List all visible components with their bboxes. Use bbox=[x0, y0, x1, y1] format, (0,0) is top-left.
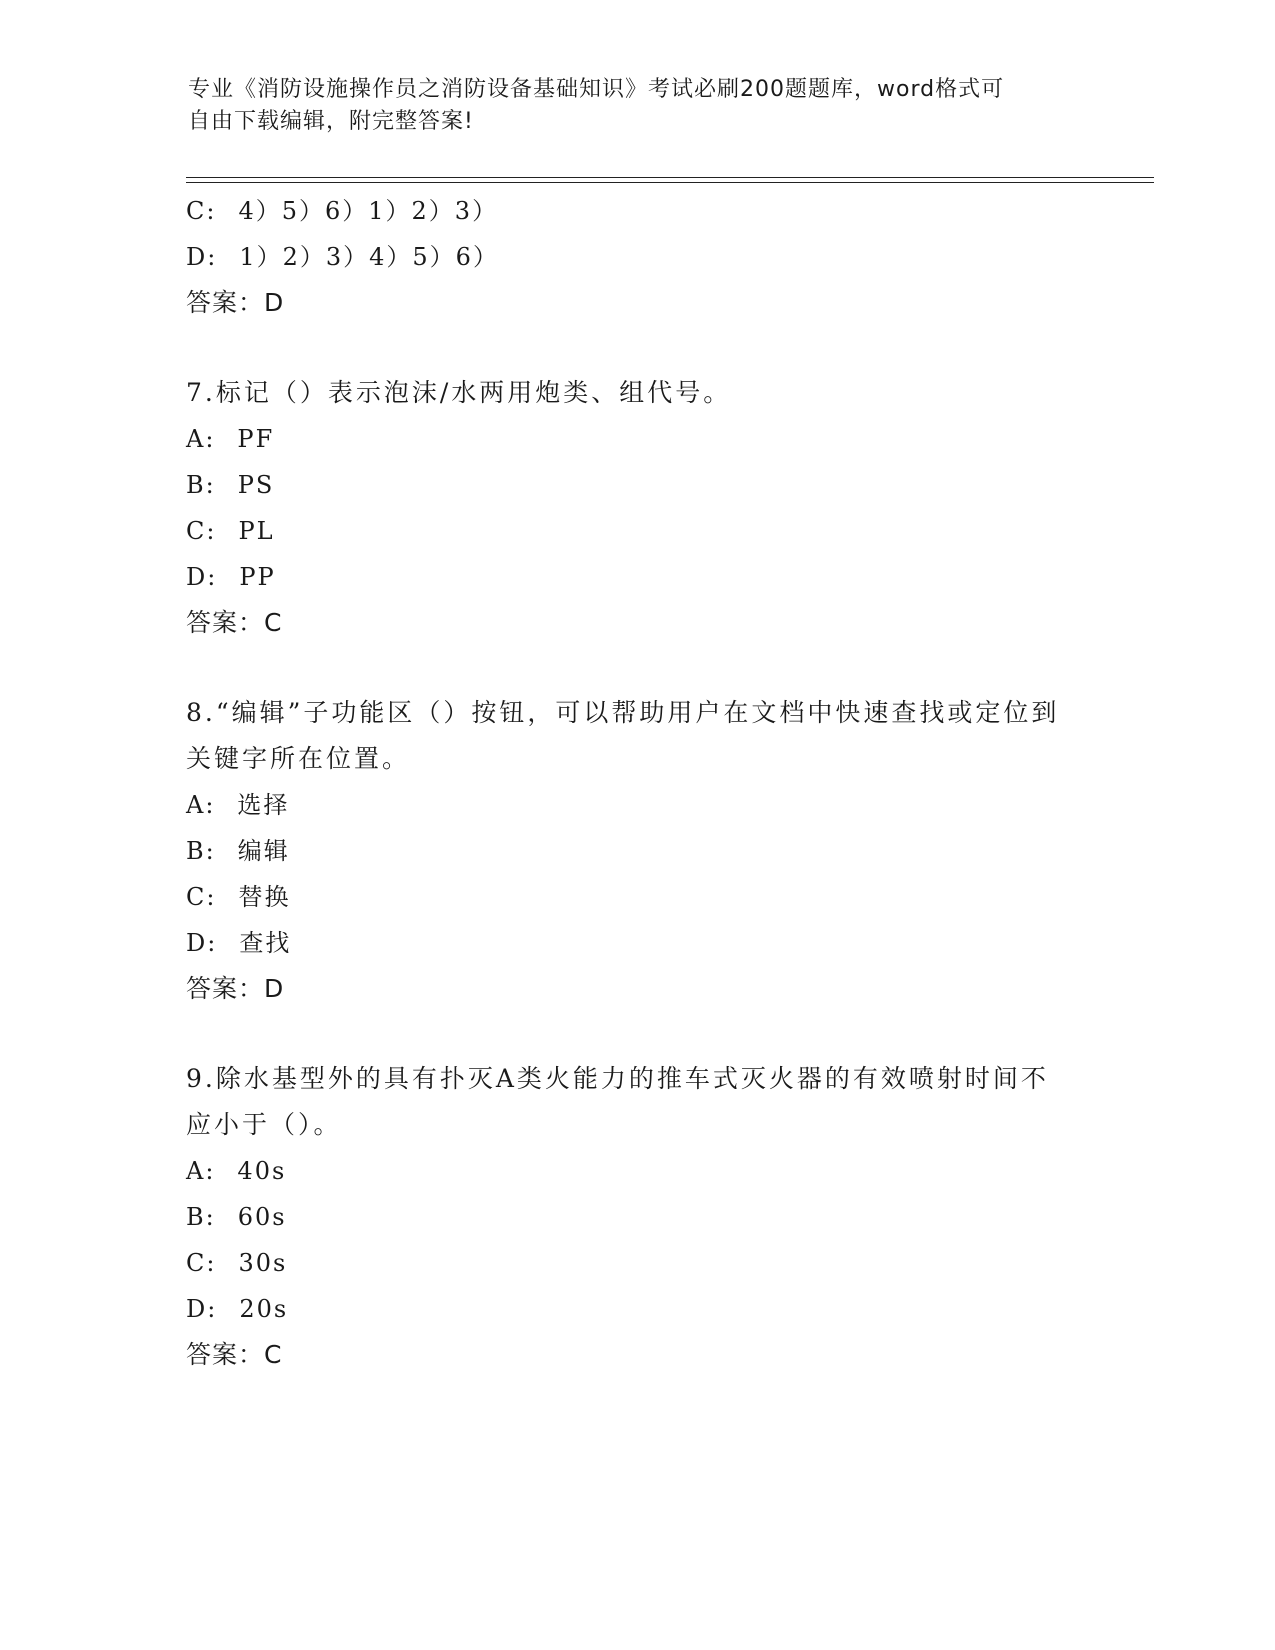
option-b bbox=[186, 462, 1066, 508]
answer-line: 答案：D bbox=[186, 288, 285, 317]
option-d bbox=[186, 554, 1066, 600]
option-c bbox=[186, 1240, 1066, 1286]
question-text: 8.“编辑”子功能区（）按钮，可以帮助用户在文档中快速查找或定位到关键字所在位置。 bbox=[186, 698, 1060, 773]
option-text: 40s bbox=[237, 1157, 287, 1185]
option-text: 1）2）3）4）5）6） bbox=[239, 243, 499, 271]
option-b bbox=[186, 1194, 1066, 1240]
option-text: 选择 bbox=[237, 791, 290, 819]
option-letter: C: bbox=[186, 517, 217, 545]
document-header bbox=[188, 74, 1068, 138]
answer-line: 答案：C bbox=[186, 1340, 283, 1369]
option-d bbox=[186, 1286, 1066, 1332]
option-d bbox=[186, 234, 1066, 280]
option-c bbox=[186, 874, 1066, 920]
option-c bbox=[186, 188, 1066, 234]
option-d bbox=[186, 920, 1066, 966]
option-letter: A: bbox=[186, 1157, 216, 1185]
option-text: 20s bbox=[239, 1295, 289, 1323]
option-a bbox=[186, 782, 1066, 828]
option-text: 60s bbox=[237, 1203, 287, 1231]
answer-line: 答案：C bbox=[186, 608, 283, 637]
header-line-1: 专业《消防设施操作员之消防设备基础知识》考试必刷200题题库，word格式可 bbox=[188, 77, 1005, 102]
option-letter: B: bbox=[186, 837, 216, 865]
question-list bbox=[186, 188, 1066, 1378]
option-a bbox=[186, 1148, 1066, 1194]
option-text: 替换 bbox=[238, 883, 291, 911]
option-text: 30s bbox=[238, 1249, 288, 1277]
question-text: 9.除水基型外的具有扑灭A类火能力的推车式灭火器的有效喷射时间不应小于（）。 bbox=[186, 1064, 1049, 1139]
option-letter: C: bbox=[186, 1249, 217, 1277]
option-text: 4）5）6）1）2）3） bbox=[238, 197, 499, 225]
option-letter: D: bbox=[186, 563, 218, 591]
option-letter: D: bbox=[186, 243, 218, 271]
option-letter: A: bbox=[186, 791, 216, 819]
option-letter: B: bbox=[186, 471, 216, 499]
option-text: 查找 bbox=[239, 929, 292, 957]
header-line-2: 自由下载编辑，附完整答案! bbox=[188, 109, 474, 134]
option-text: PL bbox=[238, 517, 275, 545]
option-text: PS bbox=[237, 471, 275, 499]
option-b bbox=[186, 828, 1066, 874]
option-letter: D: bbox=[186, 1295, 218, 1323]
header-divider-top bbox=[186, 177, 1154, 178]
option-text: PF bbox=[237, 425, 275, 453]
option-letter: C: bbox=[186, 883, 217, 911]
option-letter: B: bbox=[186, 1203, 216, 1231]
option-a bbox=[186, 416, 1066, 462]
option-text: PP bbox=[239, 563, 276, 591]
question-7 bbox=[186, 370, 1066, 646]
header-divider-bottom bbox=[186, 182, 1154, 183]
option-letter: D: bbox=[186, 929, 218, 957]
question-text: 7.标记（）表示泡沫/水两用炮类、组代号。 bbox=[186, 378, 732, 407]
option-letter: A: bbox=[186, 425, 216, 453]
question-prev bbox=[186, 188, 1066, 326]
question-8 bbox=[186, 690, 1066, 1012]
option-text: 编辑 bbox=[237, 837, 290, 865]
question-9 bbox=[186, 1056, 1066, 1378]
option-c bbox=[186, 508, 1066, 554]
answer-line: 答案：D bbox=[186, 974, 285, 1003]
option-letter: C: bbox=[186, 197, 217, 225]
